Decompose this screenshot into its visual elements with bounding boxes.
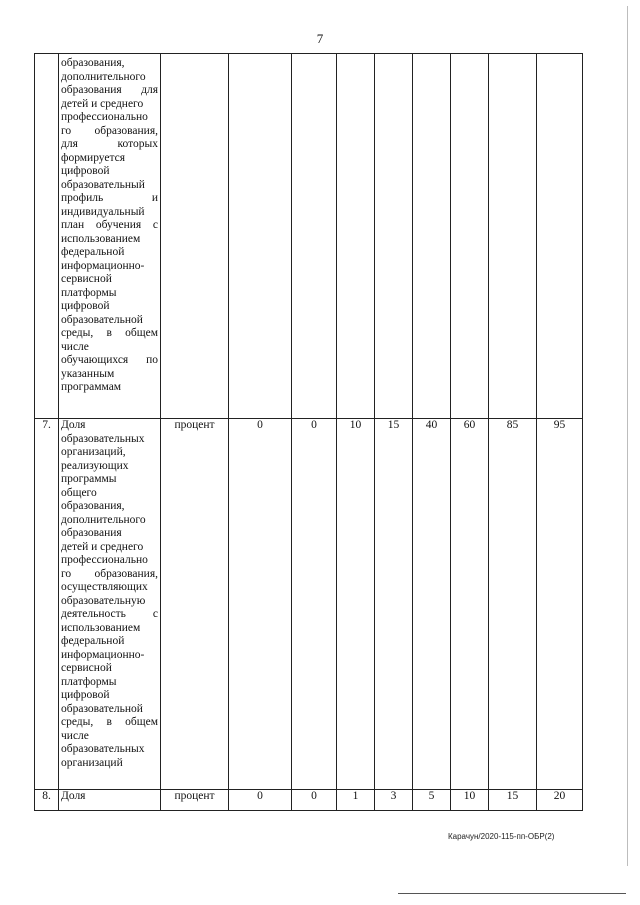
row-number-cell bbox=[35, 54, 59, 419]
desc-line: детей и среднего bbox=[61, 540, 144, 553]
unit-cell: процент bbox=[161, 790, 229, 811]
page-number: 7 bbox=[316, 31, 324, 46]
desc-line: программам bbox=[61, 381, 122, 393]
table-row-8 bbox=[35, 790, 583, 811]
desc-line: образовательных bbox=[61, 743, 145, 755]
desc-line: индивидуальный bbox=[61, 205, 145, 218]
desc-line: платформы bbox=[61, 675, 117, 688]
value-cell bbox=[292, 54, 337, 419]
desc-line: образовательных bbox=[61, 432, 145, 445]
value-cell: 0 bbox=[292, 419, 337, 790]
desc-line: организаций bbox=[61, 756, 123, 769]
desc-line: обучающихся по bbox=[61, 354, 158, 366]
value-cell: 0 bbox=[229, 419, 292, 790]
desc-line: профессионально bbox=[61, 111, 148, 123]
desc-line: профиль и bbox=[61, 192, 158, 204]
table-row-continued bbox=[35, 54, 583, 419]
desc-line: программы bbox=[61, 473, 117, 485]
unit-cell bbox=[161, 54, 229, 419]
desc-line: детей и среднего bbox=[61, 97, 144, 110]
row-description-cell bbox=[59, 54, 161, 419]
desc-line: указанным bbox=[61, 367, 115, 380]
desc-line: цифровой bbox=[61, 300, 110, 312]
desc-line: федеральной bbox=[61, 635, 125, 647]
desc-line: образовательную bbox=[61, 594, 146, 607]
desc-line: план обучения с bbox=[61, 219, 158, 231]
desc-line: дополнительного bbox=[61, 513, 146, 526]
value-cell bbox=[413, 54, 451, 419]
desc-line: образовательный bbox=[61, 178, 145, 191]
desc-line: числе bbox=[61, 729, 89, 742]
value-cell: 95 bbox=[537, 419, 583, 790]
desc-line: сервисной bbox=[61, 662, 112, 674]
desc-line: образования, bbox=[61, 500, 125, 512]
value-cell: 15 bbox=[375, 419, 413, 790]
document-code: Карачун/2020-115-пп-ОБР(2) bbox=[448, 832, 555, 841]
desc-line: использованием bbox=[61, 232, 141, 245]
value-cell bbox=[229, 54, 292, 419]
indicators-table bbox=[34, 53, 583, 811]
desc-line: реализующих bbox=[61, 459, 129, 472]
value-cell: 1 bbox=[337, 790, 375, 811]
desc-line: информационно- bbox=[61, 648, 145, 661]
desc-line: деятельность с bbox=[61, 608, 158, 620]
desc-line: среды, в общем bbox=[61, 327, 158, 339]
value-cell: 5 bbox=[413, 790, 451, 811]
desc-line: цифровой bbox=[61, 165, 110, 177]
value-cell: 15 bbox=[489, 790, 537, 811]
row-number-cell: 7. bbox=[35, 419, 59, 790]
value-cell bbox=[337, 54, 375, 419]
desc-line: платформы bbox=[61, 286, 117, 299]
value-cell bbox=[489, 54, 537, 419]
table-row-7 bbox=[35, 419, 583, 790]
desc-line: образования bbox=[61, 527, 122, 539]
value-cell: 0 bbox=[292, 790, 337, 811]
row-description-cell bbox=[59, 419, 161, 790]
desc-line: осуществляющих bbox=[61, 581, 148, 593]
desc-line: для которых bbox=[61, 138, 158, 150]
desc-line: го образования, bbox=[61, 567, 158, 580]
desc-line: цифровой bbox=[61, 689, 110, 701]
unit-cell: процент bbox=[161, 419, 229, 790]
value-cell: 40 bbox=[413, 419, 451, 790]
desc-line: организаций, bbox=[61, 446, 126, 458]
value-cell: 10 bbox=[337, 419, 375, 790]
desc-line: общего bbox=[61, 486, 97, 499]
desc-line: профессионально bbox=[61, 554, 148, 566]
margin-rule-bottom bbox=[398, 893, 626, 894]
desc-line: Доля bbox=[61, 790, 86, 802]
desc-line: федеральной bbox=[61, 246, 125, 258]
value-cell: 20 bbox=[537, 790, 583, 811]
row-number-cell: 8. bbox=[35, 790, 59, 811]
desc-line: образовательной bbox=[61, 313, 143, 326]
value-cell bbox=[375, 54, 413, 419]
margin-rule-right bbox=[627, 6, 628, 866]
value-cell: 10 bbox=[451, 790, 489, 811]
desc-line: формируется bbox=[61, 151, 126, 164]
value-cell: 60 bbox=[451, 419, 489, 790]
value-cell: 85 bbox=[489, 419, 537, 790]
value-cell bbox=[537, 54, 583, 419]
desc-line: Доля bbox=[61, 419, 86, 431]
desc-line: образования для bbox=[61, 84, 158, 96]
desc-line: информационно- bbox=[61, 259, 145, 272]
value-cell bbox=[451, 54, 489, 419]
desc-line: дополнительного bbox=[61, 70, 146, 83]
desc-line: го образования, bbox=[61, 124, 158, 137]
desc-line: образовательной bbox=[61, 702, 143, 715]
desc-line: использованием bbox=[61, 621, 141, 634]
row-description-cell bbox=[59, 790, 161, 811]
desc-line: среды, в общем bbox=[61, 716, 158, 728]
value-cell: 0 bbox=[229, 790, 292, 811]
value-cell: 3 bbox=[375, 790, 413, 811]
desc-line: сервисной bbox=[61, 273, 112, 285]
desc-line: образования, bbox=[61, 57, 125, 69]
desc-line: числе bbox=[61, 340, 89, 353]
